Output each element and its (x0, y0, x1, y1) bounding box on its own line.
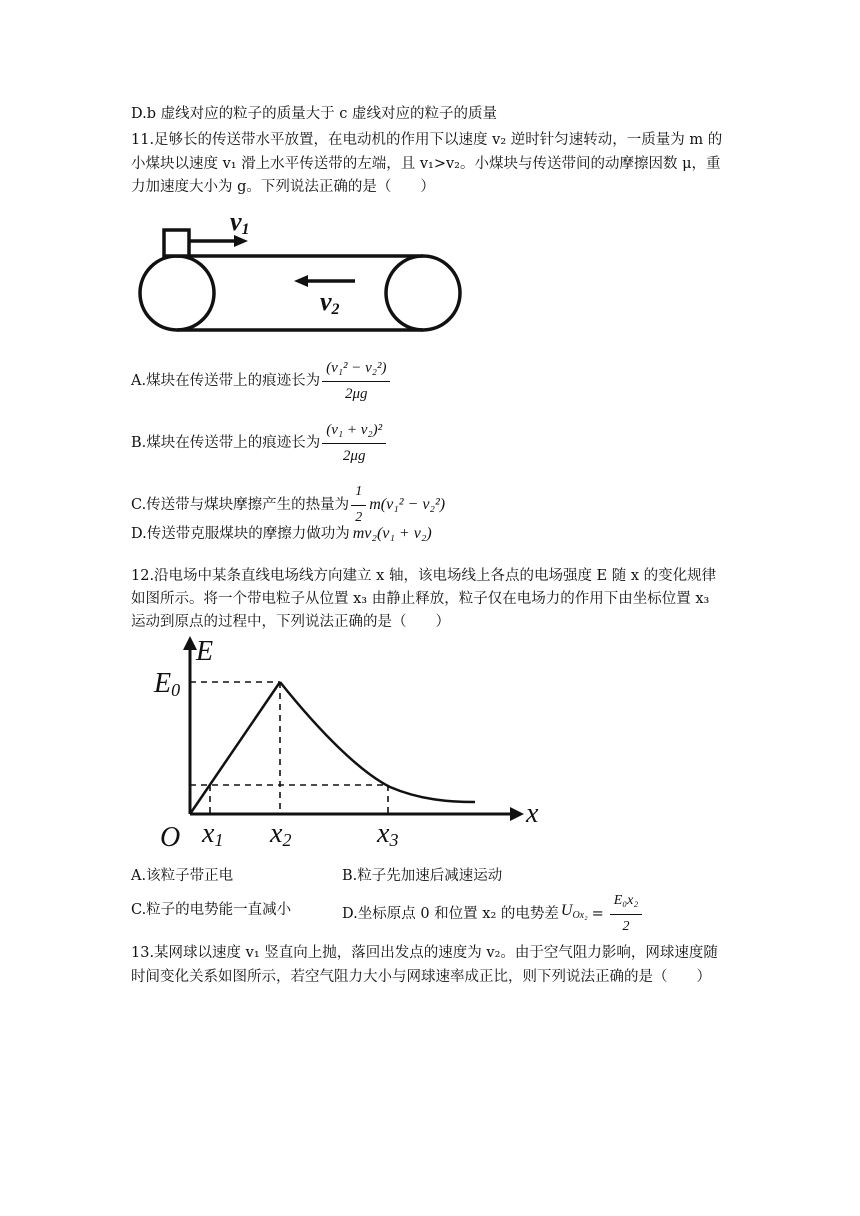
q12-option-d: D.坐标原点 0 和位置 x₂ 的电势差 $U_{Ox_2}$ = $\frac{\text{E₀x₂}}{2}$ (342, 890, 642, 937)
q12-option-b: B.粒子先加速后减速运动 (342, 868, 503, 884)
v2-label: v (320, 287, 332, 316)
option-d-expression: mv₂(v₁ + v₂) (352, 525, 432, 542)
e-x-graph (130, 632, 550, 862)
option-b-denominator: 2μg (342, 448, 366, 464)
option-a-numerator: (v₁² − v₂²) (322, 357, 390, 382)
q12-option-a: A.该粒子带正电 (131, 868, 234, 884)
option-c-denominator: 2 (355, 510, 363, 525)
left-pulley (140, 256, 214, 330)
q11-stem-line1: 11.足够长的传送带水平放置，在电动机的作用下以速度 v₂ 逆时针匀速转动，一质量为 m 的 (131, 132, 723, 148)
q11-stem-line3: 力加速度大小为 g。下列说法正确的是（ ） (131, 179, 435, 195)
origin-label: O (160, 822, 181, 853)
svg-text:v2: v2 (320, 287, 340, 318)
q13-stem-line2: 时间变化关系如图所示，若空气阻力大小与网球速率成正比，则下列说法正确的是（ ） (131, 969, 711, 985)
option-c-numerator: 1 (351, 481, 366, 506)
coal-block (164, 230, 189, 256)
q10-option-d: D.b 虚线对应的粒子的质量大于 c 虚线对应的粒子的质量 (131, 106, 497, 122)
potential-diff-symbol: U (560, 902, 573, 919)
option-c-expression: m(v₁² − v₂²) (369, 495, 446, 513)
option-b-numerator: (v₁ + v₂)² (322, 419, 386, 444)
q12-stem-line2: 如图所示。将一个带电粒子从位置 x₃ 由静止释放，粒子仅在电场力的作用下由坐标位置 x₃ (131, 591, 710, 607)
curve-rising (190, 682, 280, 814)
q11-option-a: A.煤块在传送带上的痕迹长为 $\frac{\text{(v₁² − v₂²)}}{2\mu g}$ (131, 357, 390, 404)
e0-label: E0 (154, 668, 181, 700)
q12-option-c: C.粒子的电势能一直减小 (131, 902, 292, 918)
option-a-denominator: 2μg (345, 386, 368, 402)
guide-lines (190, 682, 388, 814)
q11-stem-line2: 小煤块以速度 v₁ 滑上水平传送带的左端，且 v₁>v₂。小煤块与传送带间的动摩擦因数 μ，重 (131, 156, 721, 172)
y-axis-label: E (196, 636, 214, 667)
x3-tick-label: x3 (377, 818, 399, 850)
option-d-numerator: E₀x₂ (610, 890, 643, 915)
q11-option-b: B.煤块在传送带上的痕迹长为 $\frac{\text{(v₁ + v₂)²}}{2\mu g}$ (131, 419, 386, 466)
x1-tick-label: x1 (202, 818, 224, 850)
conveyor-belt-figure (130, 200, 470, 350)
q12-stem-line3: 运动到原点的过程中，下列说法正确的是（ ） (131, 614, 450, 630)
q12-stem-line1: 12.沿电场中某条直线电场线方向建立 x 轴，该电场线上各点的电场强度 E 随 x 的变化规律 (131, 568, 717, 584)
x2-tick-label: x2 (270, 818, 292, 850)
q13-stem-line1: 13.某网球以速度 v₁ 竖直向上抛，落回出发点的速度为 v₂。由于空气阻力影响，网球速度随 (131, 945, 718, 961)
svg-text:v1: v1 (230, 207, 250, 238)
q11-option-c: C.传送带与煤块摩擦产生的热量为 $\frac{1}{2}$ m(v₁² − v₂²) (131, 481, 445, 528)
q11-option-d: D.传送带克服煤块的摩擦力做功为 mv₂(v₁ + v₂) (131, 525, 432, 542)
v1-label: v (230, 207, 242, 236)
x-axis-label: x (526, 798, 539, 829)
right-pulley (386, 256, 460, 330)
curve-decay (280, 682, 475, 802)
option-d-denominator: 2 (622, 919, 630, 934)
